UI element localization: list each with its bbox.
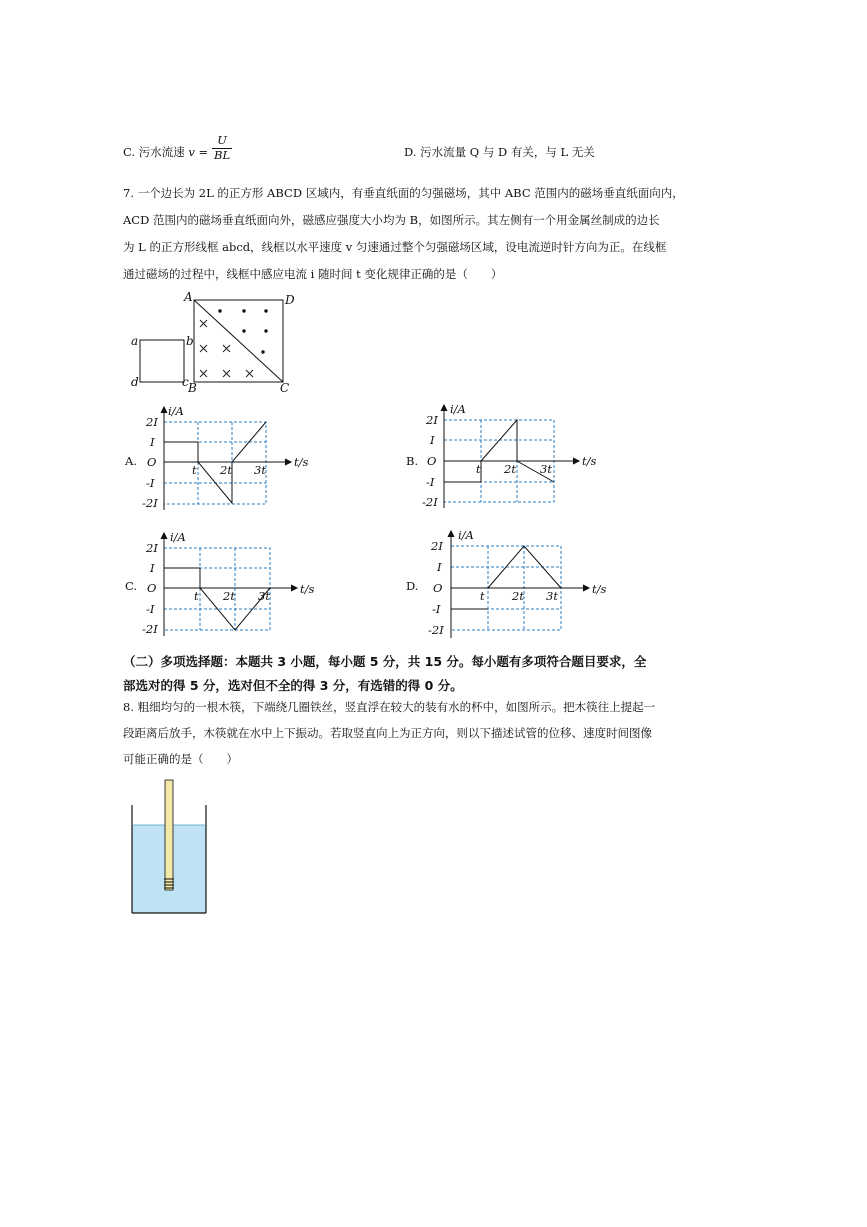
q6-fraction-denominator: BL	[214, 147, 231, 162]
graph-a-tick-2i: 2I	[146, 415, 158, 429]
graph-a-tick-t: t	[192, 463, 197, 477]
graph-b-tick-t: t	[476, 462, 481, 476]
section2-line-2: 部选对的得 5 分，选对但不全的得 3 分，有选错的得 0 分。	[123, 678, 463, 693]
graph-d-tick-i: I	[437, 560, 442, 574]
graph-c-tick-neg-i: -I	[146, 602, 155, 616]
graph-b-tick-neg-2i: -2I	[422, 495, 438, 509]
graph-a-origin: O	[147, 455, 157, 469]
graph-b-tick-3t: 3t	[540, 462, 552, 476]
graph-d-x-label: t/s	[592, 582, 607, 596]
q6-option-d: D. 污水流量 Q 与 D 有关，与 L 无关	[404, 145, 595, 159]
label-C: C	[280, 381, 290, 395]
graph-c-x-label: t/s	[300, 582, 315, 596]
graph-a-tick-neg-2i: -2I	[142, 496, 158, 510]
option-letter-b: B.	[406, 454, 419, 468]
graph-a-grid	[164, 422, 266, 504]
graph-option-b	[418, 402, 598, 512]
q7-field-figure	[120, 288, 300, 398]
graph-c-tick-i: I	[150, 561, 155, 575]
graph-option-a	[138, 402, 318, 512]
graph-a-y-label: i/A	[168, 404, 184, 418]
q7-line-4: 通过磁场的过程中，线框中感应电流 i 随时间 t 变化规律正确的是（ ）	[123, 267, 503, 281]
graph-option-d	[418, 528, 618, 643]
option-letter-c: C.	[125, 579, 138, 593]
graph-d-tick-neg-2i: -2I	[428, 623, 444, 637]
graph-a-tick-i: I	[150, 435, 155, 449]
q8-line-2: 段距离后放手，木筷就在水中上下振动。若取竖直向上为正方向，则以下描述试管的位移、速度时间图像	[123, 726, 652, 740]
graph-a-tick-neg-i: -I	[146, 476, 155, 490]
label-c: c	[182, 375, 189, 389]
graph-b-tick-2t: 2t	[504, 462, 516, 476]
graph-d-origin: O	[433, 581, 443, 595]
q6-option-c-fraction	[212, 134, 232, 163]
q6-fraction-numerator: U	[212, 134, 232, 149]
option-letter-d: D.	[406, 579, 419, 593]
graph-c-tick-3t: 3t	[258, 589, 270, 603]
q8-cup-figure	[125, 778, 215, 918]
graph-c-tick-t: t	[194, 589, 199, 603]
graph-d-tick-2t: 2t	[512, 589, 524, 603]
graph-c-tick-2t: 2t	[223, 589, 235, 603]
graph-c-curve	[164, 568, 270, 630]
option-letter-a: A.	[125, 454, 137, 468]
graph-c-tick-neg-2i: -2I	[142, 622, 158, 636]
field-into-page-crosses	[200, 320, 253, 377]
graph-d-tick-t: t	[480, 589, 485, 603]
label-d: d	[131, 375, 139, 389]
graph-d-tick-neg-i: -I	[432, 602, 441, 616]
label-b: b	[186, 334, 194, 348]
q7-line-2: ACD 范围内的磁场垂直纸面向外，磁感应强度大小均为 B，如图所示。其左侧有一个用金属丝制成的边长	[123, 213, 660, 227]
wire-loop	[140, 340, 184, 382]
graph-b-tick-2i: 2I	[426, 413, 438, 427]
q6-option-c-eq: =	[194, 145, 209, 159]
label-D: D	[285, 293, 295, 307]
graph-d-tick-2i: 2I	[431, 539, 443, 553]
graph-a-tick-2t: 2t	[220, 463, 232, 477]
q6-option-c-label: C. 污水流速	[123, 145, 185, 159]
graph-c-origin: O	[147, 581, 157, 595]
label-a: a	[131, 334, 139, 348]
graph-d-y-label: i/A	[458, 528, 474, 542]
section2-line-1: （二）多项选择题：本题共 3 小题，每小题 5 分，共 15 分。每小题有多项符合题目要求，全	[123, 654, 647, 669]
q6-option-c-var: v	[188, 145, 195, 159]
chopstick	[165, 780, 173, 890]
label-A: A	[184, 290, 193, 304]
graph-b-origin: O	[427, 454, 437, 468]
q8-line-3: 可能正确的是（ ）	[123, 752, 238, 766]
q6-option-c	[123, 146, 208, 160]
graph-b-x-label: t/s	[582, 454, 597, 468]
graph-b-tick-neg-i: -I	[426, 475, 435, 489]
graph-c-tick-2i: 2I	[146, 541, 158, 555]
graph-b-curve	[444, 420, 554, 482]
q7-line-3: 为 L 的正方形线框 abcd，线框以水平速度 v 匀速通过整个匀强磁场区域，设电流逆时针方向为正。在线框	[123, 240, 667, 254]
graph-d-tick-3t: 3t	[546, 589, 558, 603]
q7-line-1: 7. 一个边长为 2L 的正方形 ABCD 区域内，有垂直纸面的匀强磁场，其中 ABC 范围内的磁场垂直纸面向内，	[123, 186, 684, 200]
q8-line-1: 8. 粗细均匀的一根木筷，下端绕几圈铁丝，竖直浮在较大的装有水的杯中，如图所示。把木筷往上提起一	[123, 700, 656, 714]
graph-a-tick-3t: 3t	[254, 463, 266, 477]
graph-a-x-label: t/s	[294, 455, 309, 469]
diagonal-ac	[194, 300, 283, 382]
graph-c-grid	[164, 548, 270, 630]
graph-b-tick-i: I	[430, 433, 435, 447]
graph-c-y-label: i/A	[170, 530, 186, 544]
graph-option-c	[138, 530, 323, 640]
graph-b-y-label: i/A	[450, 402, 466, 416]
label-B: B	[188, 381, 197, 395]
